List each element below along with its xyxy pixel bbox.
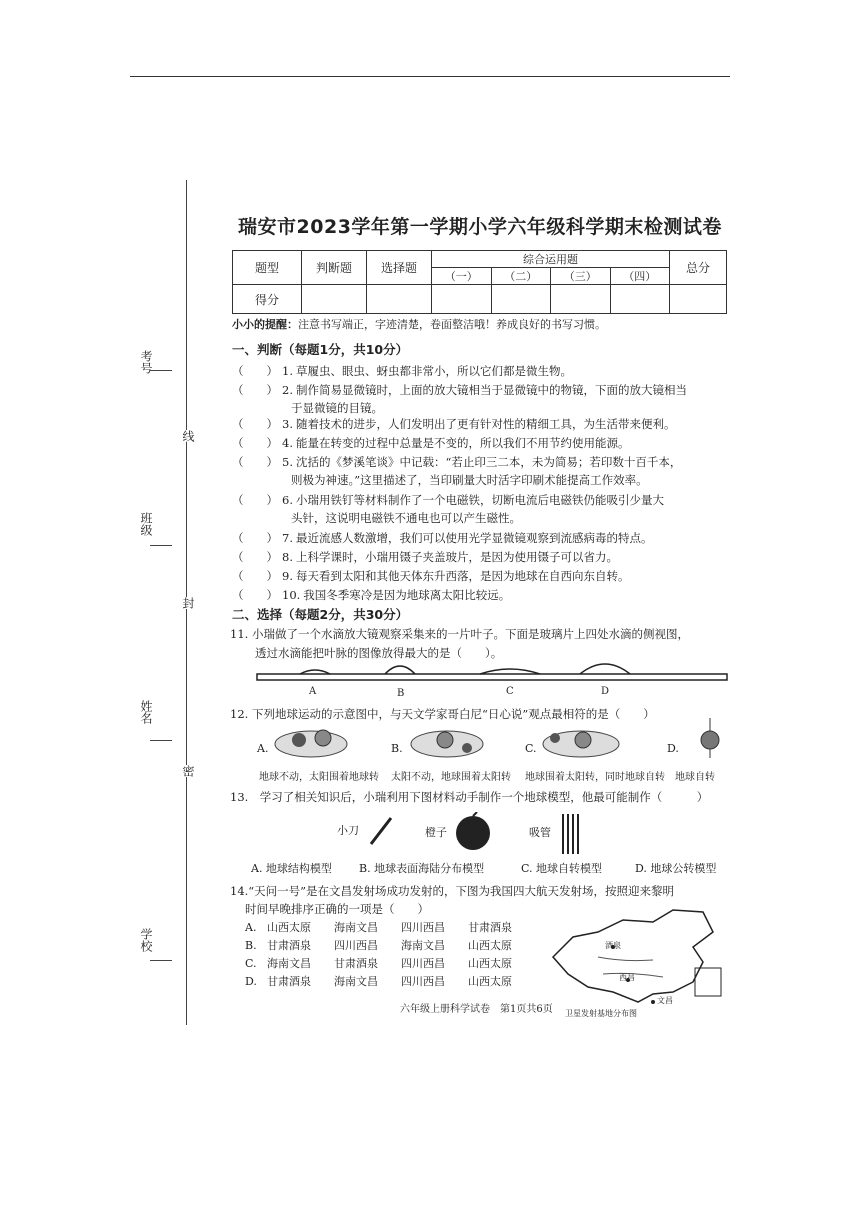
judge-item [232, 434, 629, 453]
option-site: 海南文昌 [401, 939, 445, 952]
q11-line1: 11. 小瑞做了一个水滴放大镜观察采集来的一片叶子。下面是玻璃片上四处水滴的侧视图， [230, 627, 689, 641]
option-site: 甘肃酒泉 [267, 939, 311, 952]
orbit-illustration-c [541, 722, 621, 760]
item-text-continued: 则极为神速。”这里描述了，当印刷量大时活字印刷术能提高工作效率。 [291, 473, 648, 487]
score-cell[interactable] [302, 285, 367, 314]
map-label-xichang: 西昌 [619, 973, 635, 982]
item-text: 沈括的《梦溪笔谈》中记载：“若止印三二本，未为简易；若印数十百千本， [295, 455, 682, 469]
straws-icon [559, 812, 583, 856]
item-text: 最近流感人数激增，我们可以使用光学显微镜观察到流感病毒的特点。 [295, 531, 653, 545]
map-label-wenchang: 文昌 [657, 996, 673, 1005]
option-site: 四川西昌 [401, 921, 445, 934]
item-number: 4. [282, 436, 293, 450]
q12-line1: 12. 下列地球运动的示意图中，与天文学家哥白尼“日心说”观点最相符的是（ ） [230, 707, 655, 721]
school-blank [150, 960, 172, 961]
score-header-total: 总分 [670, 251, 727, 285]
q13-line1: 13. 学习了相关知识后，小瑞利用下图材料动手制作一个地球模型，他最可能制作（ ） [230, 790, 709, 804]
answer-paren[interactable]: （ ） [232, 383, 278, 397]
score-sub-3: （三） [551, 268, 611, 285]
line-mark: 线 [181, 430, 195, 442]
judge-item [232, 548, 618, 567]
option-site: 甘肃酒泉 [468, 921, 512, 934]
option-site: 山西太原 [468, 939, 512, 952]
q14-option [245, 973, 535, 989]
option-site: 海南文昌 [334, 975, 378, 988]
option-key: C. [245, 957, 257, 970]
answer-paren[interactable]: （ ） [232, 569, 278, 583]
answer-paren[interactable]: （ ） [232, 493, 278, 507]
item-number: 5. [282, 455, 293, 469]
reminder [232, 316, 606, 332]
name-label: 姓名 [139, 700, 153, 724]
q13-material-knife: 小刀 [337, 824, 359, 837]
item-text: 制作简易显微镜时，上面的放大镜相当于显微镜中的物镜，下面的放大镜相当 [295, 383, 687, 397]
q13-option-c: C. 地球自转模型 [521, 862, 603, 875]
item-number: 2. [282, 383, 293, 397]
judge-item [232, 491, 664, 510]
item-text: 能量在转变的过程中总量是不变的，所以我们不用节约使用能源。 [295, 436, 630, 450]
item-text: 我国冬季寒冷是因为地球离太阳比较远。 [303, 588, 511, 602]
q12-key-c: C. [525, 742, 537, 755]
dense-mark: 密 [181, 765, 195, 777]
q14-option [245, 919, 535, 935]
option-site: 甘肃酒泉 [267, 975, 311, 988]
item-text-continued: 头针，这说明电磁铁不通电也可以产生磁性。 [291, 511, 521, 525]
judge-item [232, 362, 572, 381]
score-cell[interactable] [367, 285, 432, 314]
answer-paren[interactable]: （ ） [232, 364, 278, 378]
q13-material-orange: 橙子 [425, 826, 447, 839]
q12-key-d: D. [667, 742, 679, 755]
seal-mark: 封 [181, 597, 195, 609]
answer-paren[interactable]: （ ） [232, 531, 278, 545]
orbit-illustration-b [409, 724, 485, 760]
orbit-illustration-d [695, 716, 725, 760]
q11-line2: 透过水滴能把叶脉的图像放得最大的是（ ）。 [255, 646, 503, 660]
score-cell[interactable] [551, 285, 611, 314]
name-blank [150, 740, 172, 741]
item-text: 草履虫、眼虫、蚜虫都非常小，所以它们都是微生物。 [295, 364, 572, 378]
q11-label-d: D [601, 686, 610, 697]
orbit-illustration-a [273, 724, 349, 760]
top-rule [130, 76, 730, 77]
option-site: 四川西昌 [401, 957, 445, 970]
score-header-type: 题型 [233, 251, 302, 285]
judge-item [232, 381, 687, 400]
score-header-group: 综合运用题 [432, 251, 670, 268]
answer-paren[interactable]: （ ） [232, 550, 278, 564]
score-cell[interactable] [610, 285, 670, 314]
item-number: 1. [282, 364, 293, 378]
map-label-jiuquan: 酒泉 [605, 941, 621, 950]
score-sub-2: （二） [491, 268, 551, 285]
answer-paren[interactable]: （ ） [232, 436, 278, 450]
q13-option-a: A. 地球结构模型 [251, 862, 332, 875]
option-site: 海南文昌 [267, 957, 311, 970]
option-site: 山西太原 [468, 975, 512, 988]
orange-icon [453, 812, 493, 852]
q12-caption-a: 地球不动，太阳围着地球转 [259, 772, 379, 783]
q12-caption-d: 地球自转 [675, 772, 715, 783]
droplet-diagram [255, 662, 735, 692]
option-site: 海南文昌 [334, 921, 378, 934]
item-text: 每天看到太阳和其他天体东升西落，是因为地球在自西向东自转。 [295, 569, 630, 583]
item-number: 3. [282, 417, 293, 431]
q11-label-a: A [309, 686, 317, 697]
judge-item [232, 415, 675, 434]
q14-line2: 时间早晚排序正确的一项是（ ） [245, 902, 429, 916]
q12-key-b: B. [391, 742, 403, 755]
section1-heading: 一、判断（每题1分，共10分） [232, 342, 409, 357]
option-key: A. [245, 921, 257, 934]
item-text: 小瑞用铁钉等材料制作了一个电磁铁，切断电流后电磁铁仍能吸引少量大 [295, 493, 664, 507]
item-number: 10. [282, 588, 301, 602]
judge-item [232, 586, 510, 605]
answer-paren[interactable]: （ ） [232, 455, 278, 469]
option-site: 四川西昌 [401, 975, 445, 988]
item-text-continued: 于显微镜的目镜。 [291, 401, 383, 415]
judge-item [232, 453, 681, 472]
option-key: D. [245, 975, 257, 988]
q13-option-d: D. 地球公转模型 [635, 862, 717, 875]
reminder-text: 注意书写端正，字迹清楚，卷面整洁哦！养成良好的书写习惯。 [298, 318, 606, 331]
q12-key-a: A. [257, 742, 269, 755]
exam-no-label: 考号 [139, 350, 153, 374]
score-sub-4: （四） [610, 268, 670, 285]
score-sub-1: （一） [432, 268, 492, 285]
class-blank [150, 545, 172, 546]
judge-item [232, 529, 652, 548]
option-site: 山西太原 [267, 921, 311, 934]
score-cell[interactable] [491, 285, 551, 314]
item-text: 上科学课时，小瑞用镊子夹盖玻片，是因为使用镊子可以省力。 [295, 550, 618, 564]
q12-caption-b: 太阳不动，地球围着太阳转 [391, 772, 511, 783]
q13-option-b: B. 地球表面海陆分布模型 [359, 862, 485, 875]
q11-label-c: C [506, 686, 514, 697]
item-number: 6. [282, 493, 293, 507]
score-header-judge: 判断题 [302, 251, 367, 285]
q14-option [245, 937, 535, 953]
school-label: 学校 [139, 928, 153, 952]
item-number: 7. [282, 531, 293, 545]
option-site: 四川西昌 [334, 939, 378, 952]
launch-site-map [543, 902, 733, 1012]
judge-item [232, 567, 629, 586]
page-footer: 六年级上册科学试卷 第1页共6页 [400, 1004, 553, 1015]
section2-heading: 二、选择（每题2分，共30分） [232, 607, 409, 622]
q14-option [245, 955, 535, 971]
item-text: 随着技术的进步，人们发明出了更有针对性的精细工具，为生活带来便利。 [295, 417, 676, 431]
item-number: 8. [282, 550, 293, 564]
option-site: 山西太原 [468, 957, 512, 970]
q13-material-straw: 吸管 [529, 826, 551, 839]
score-cell[interactable] [432, 285, 492, 314]
score-header-choice: 选择题 [367, 251, 432, 285]
score-cell[interactable] [670, 285, 727, 314]
item-number: 9. [282, 569, 293, 583]
knife-icon [367, 814, 397, 848]
answer-paren[interactable]: （ ） [232, 588, 278, 602]
q12-caption-c: 地球围着太阳转，同时地球自转 [525, 772, 665, 783]
reminder-label: 小小的提醒： [232, 318, 298, 331]
exam-title: 瑞安市2023学年第一学期小学六年级科学期末检测试卷 [238, 216, 722, 238]
answer-paren[interactable]: （ ） [232, 417, 278, 431]
q14-line1: 14.“天问一号”是在文昌发射场成功发射的，下图为我国四大航天发射场，按照迎来黎明 [230, 884, 675, 898]
score-table [232, 250, 727, 314]
q11-label-b: B [397, 688, 405, 699]
map-caption: 卫星发射基地分布图 [565, 1009, 637, 1018]
option-key: B. [245, 939, 257, 952]
class-label: 班级 [139, 512, 153, 536]
exam-paper [225, 212, 735, 1032]
option-site: 甘肃酒泉 [334, 957, 378, 970]
score-row-label: 得分 [233, 285, 302, 314]
